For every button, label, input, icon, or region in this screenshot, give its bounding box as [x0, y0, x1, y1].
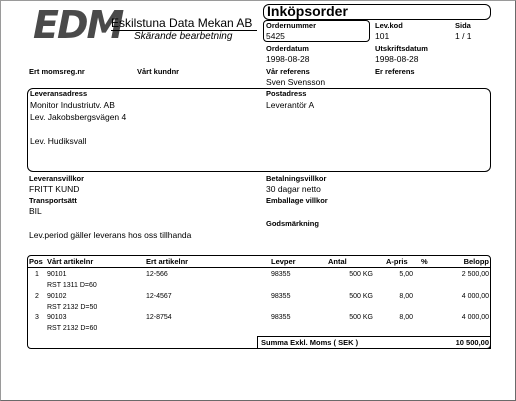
row-belopp: 4 000,00 — [461, 314, 489, 321]
row-apris: 8,00 — [399, 293, 413, 300]
row-description: RST 2132 D=60 — [47, 325, 98, 332]
leveransvillkor-value: FRITT KUND — [29, 184, 80, 194]
company-logo: EDM — [33, 3, 123, 47]
emballage-label: Emballage villkor — [266, 196, 328, 205]
row-pos: 1 — [35, 271, 39, 278]
company-name: Eskilstuna Data Mekan AB — [111, 16, 253, 30]
transportsatt-label: Transportsätt — [29, 196, 77, 205]
row-description: RST 2132 D=50 — [47, 304, 98, 311]
betalningsvillkor-value: 30 dagar netto — [266, 184, 321, 194]
col-vart-artikelnr-header: Vårt artikelnr — [47, 257, 94, 266]
sida-label: Sida — [455, 21, 471, 30]
ert-momsreg-label: Ert momsreg.nr — [29, 67, 85, 76]
row-description: RST 1311 D=60 — [47, 282, 97, 289]
summa-value: 10 500,00 — [455, 338, 489, 347]
leveransadress-label: Leveransadress — [30, 89, 88, 98]
betalningsvillkor-label: Betalningsvillkor — [266, 174, 327, 183]
col-antal-header: Antal — [328, 257, 347, 266]
leveransvillkor-label: Leveransvillkor — [29, 174, 85, 183]
col-belopp-header: Belopp — [463, 257, 489, 266]
utskriftsdatum-label: Utskriftsdatum — [375, 44, 428, 53]
levkod-value: 101 — [375, 31, 390, 41]
row-belopp: 4 000,00 — [461, 293, 489, 300]
summa-label: Summa Exkl. Moms ( SEK ) — [261, 338, 359, 347]
orderdatum-value: 1998-08-28 — [266, 54, 310, 64]
vart-kundnr-label: Vårt kundnr — [137, 67, 180, 76]
col-ert-artikelnr-header: Ert artikelnr — [146, 257, 189, 266]
transportsatt-value: BIL — [29, 206, 42, 216]
items-table-box — [27, 255, 491, 349]
row-vart-artikelnr: 90103 — [47, 314, 67, 321]
row-ert-artikelnr: 12-566 — [146, 271, 168, 278]
col-percent-header: % — [421, 257, 428, 266]
godsmarkning-label: Godsmärkning — [266, 219, 319, 228]
ordernummer-value: 5425 — [266, 31, 285, 41]
leveransadress-line-4: Lev. Hudiksvall — [30, 136, 87, 146]
postadress-label: Postadress — [266, 89, 307, 98]
row-ert-artikelnr: 12-4567 — [146, 293, 172, 300]
utskriftsdatum-value: 1998-08-28 — [375, 54, 419, 64]
row-pos: 3 — [35, 314, 39, 321]
col-levper-header: Levper — [271, 257, 296, 266]
row-vart-artikelnr: 90102 — [47, 293, 67, 300]
row-belopp: 2 500,00 — [461, 271, 489, 278]
var-referens-value: Sven Svensson — [266, 77, 326, 87]
row-levper: 98355 — [271, 271, 291, 278]
leveransperiod-note: Lev.period gäller leverans hos oss tillhanda — [29, 230, 192, 240]
postadress-line-1: Leverantör A — [266, 100, 315, 110]
row-levper: 98355 — [271, 293, 291, 300]
page-title: Inköpsorder — [267, 3, 348, 19]
items-header-divider — [27, 267, 491, 268]
col-pos-header: Pos — [29, 257, 43, 266]
row-levper: 98355 — [271, 314, 291, 321]
row-vart-artikelnr: 90101 — [47, 271, 67, 278]
row-ert-artikelnr: 12-8754 — [146, 314, 172, 321]
er-referens-label: Er referens — [375, 67, 415, 76]
levkod-label: Lev.kod — [375, 21, 403, 30]
row-pos: 2 — [35, 293, 39, 300]
company-subtitle: Skärande bearbetning — [134, 31, 233, 42]
ordernummer-label: Ordernummer — [266, 21, 317, 30]
col-apris-header: A-pris — [386, 257, 408, 266]
leveransadress-line-2: Lev. Jakobsbergsvägen 4 — [30, 112, 127, 122]
orderdatum-label: Orderdatum — [266, 44, 309, 53]
row-antal: 500 KG — [349, 314, 373, 321]
row-antal: 500 KG — [349, 271, 373, 278]
row-antal: 500 KG — [349, 293, 373, 300]
row-apris: 8,00 — [399, 314, 413, 321]
sida-value: 1 / 1 — [455, 31, 472, 41]
row-apris: 5,00 — [399, 271, 413, 278]
var-referens-label: Vår referens — [266, 67, 310, 76]
leveransadress-line-1: Monitor Industriutv. AB — [30, 100, 115, 110]
